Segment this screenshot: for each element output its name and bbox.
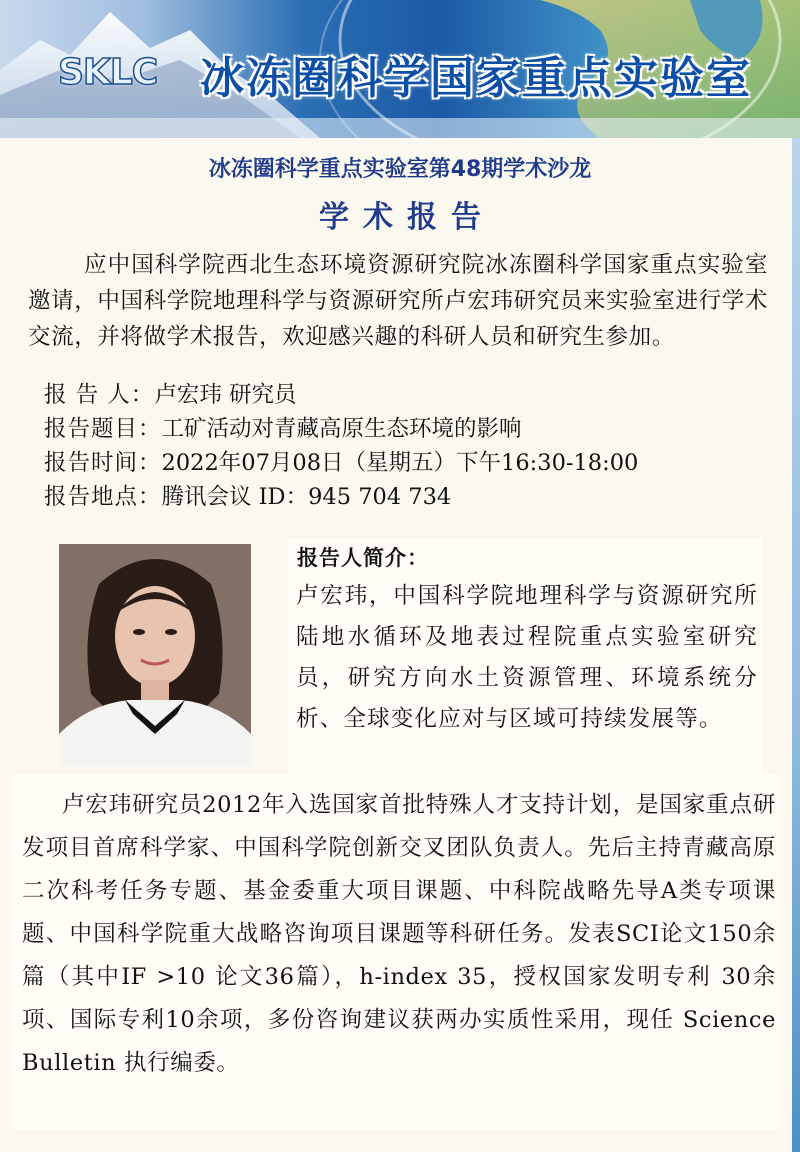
detail-value: 2022年07月08日（星期五）下午16:30-18:00 [161, 450, 639, 476]
detail-location [44, 480, 638, 514]
sklc-logo [58, 50, 157, 94]
report-details [44, 378, 638, 514]
decorative-side-strip [792, 138, 800, 1152]
detail-label: 报告时间： [44, 450, 162, 476]
logo-text: SKLC [58, 51, 158, 93]
detail-label: 报告地点： [44, 484, 162, 510]
bio-short: 卢宏玮，中国科学院地理科学与资源研究所陆地水循环及地表过程院重点实验室研究员，研究方向水土资源管理、环境系统分析、全球变化应对与区域可持续发展等。 [296, 583, 758, 732]
detail-label: 报 告 人： [44, 382, 155, 408]
detail-topic [44, 412, 638, 446]
lab-name: 冰冻圈科学国家重点实验室 [200, 53, 752, 104]
detail-time [44, 446, 638, 480]
detail-value: 腾讯会议 ID：945 704 734 [161, 484, 452, 510]
detail-label: 报告题目： [44, 416, 162, 442]
intro-paragraph: 应中国科学院西北生态环境资源研究院冰冻圈科学国家重点实验室邀请，中国科学院地理科学与资源研究所卢宏玮研究员来实验室进行学术交流，并将做学术报告，欢迎感兴趣的科研人员和研究生参加。 [28, 252, 768, 350]
detail-value: 工矿活动对青藏高原生态环境的影响 [161, 416, 522, 442]
header-banner [0, 0, 800, 138]
bio-heading: 报告人简介： [297, 546, 429, 570]
event-title: 学术报告 [319, 200, 495, 235]
bio-long: 卢宏玮研究员2012年入选国家首批特殊人才支持计划，是国家重点研发项目首席科学家、中国科学院创新交叉团队负责人。先后主持青藏高原二次科考任务专题、基金委重大项目课题、中科院战略先导A类专项课题、中国科学院重大战略咨询项目课题等科研任务。发表SCI论文150余篇（其中IF >10 论文36篇），h-index 35，授权国家发明专利 30余项、国际专利10余项，多份咨询建议获两办实质性采用，现任 Science Bulletin 执行编委。 [22, 792, 776, 1076]
event-subtitle: 冰冻圈科学重点实验室第48期学术沙龙 [208, 157, 592, 182]
speaker-photo [59, 544, 251, 766]
detail-value: 卢宏玮 研究员 [154, 382, 297, 408]
detail-speaker [44, 378, 638, 412]
speaker-portrait-image [59, 544, 251, 766]
